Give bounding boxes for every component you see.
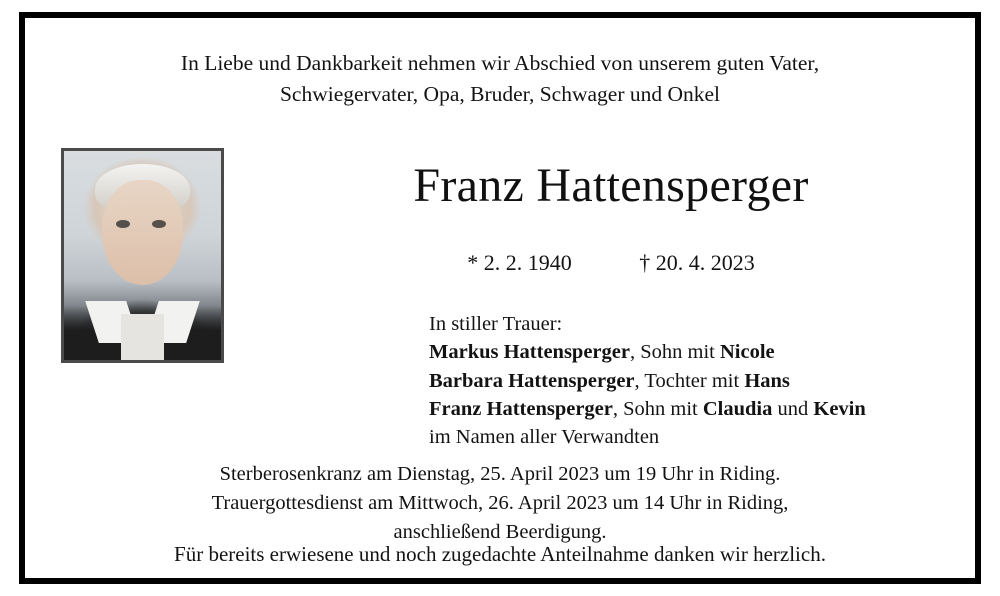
deceased-name: Franz Hattensperger [413, 159, 809, 212]
mourner-1-relation: , Sohn mit [629, 341, 720, 364]
mourner-3-relation: , Sohn mit [612, 397, 703, 420]
intro-text [25, 48, 975, 109]
mourner-row-1 [429, 338, 989, 366]
mourner-3-conjunction: und [772, 397, 814, 420]
mourners-block [429, 310, 989, 451]
mourner-2-name: Barbara Hattensperger [429, 369, 635, 392]
service-details [25, 460, 975, 547]
mourning-heading: In stiller Trauer: [429, 313, 563, 335]
service-line-2: Trauergottesdienst am Mittwoch, 26. April 2023 um 14 Uhr in Riding, [211, 492, 789, 515]
obituary-notice [19, 12, 981, 584]
mourner-3-name: Franz Hattensperger [429, 397, 613, 420]
mourner-1-partner: Nicole [719, 341, 775, 364]
thanks-text: Für bereits erwiesene und noch zugedachte Anteilnahme danken wir herzlich. [174, 542, 826, 566]
service-line-1: Sterberosenkranz am Dienstag, 25. April 2023 um 19 Uhr in Riding. [219, 463, 781, 485]
mourner-3-partner: Claudia [702, 397, 773, 420]
portrait-photo [61, 148, 224, 363]
death-date: † 20. 4. 2023 [639, 250, 755, 275]
intro-line-2: Schwiegervater, Opa, Bruder, Schwager und Onkel [279, 81, 721, 106]
mourner-3-partner-2: Kevin [813, 397, 866, 420]
mourner-row-3 [429, 395, 989, 423]
mourners-footer: im Namen aller Verwandten [429, 426, 660, 449]
mourner-row-2 [429, 367, 989, 395]
mourner-2-relation: , Tochter mit [634, 369, 745, 392]
portrait-shirt [121, 314, 165, 360]
portrait-face [102, 180, 184, 285]
intro-line-1: In Liebe und Dankbarkeit nehmen wir Abschied von unserem guten Vater, [180, 51, 820, 75]
birth-date: * 2. 2. 1940 [467, 250, 572, 275]
portrait-image [64, 151, 221, 360]
notice-inner [25, 18, 975, 578]
life-dates [255, 250, 967, 276]
mourner-2-partner: Hans [744, 369, 790, 392]
service-line-3: anschließend Beerdigung. [393, 521, 607, 544]
mourner-1-name: Markus Hattensperger [429, 341, 630, 364]
